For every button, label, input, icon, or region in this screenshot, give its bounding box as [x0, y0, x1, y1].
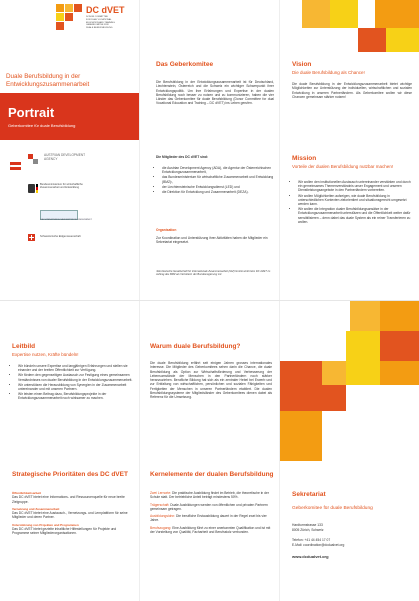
sekretariat-email[interactable]: E-Mail: coordination@dcdualvet.org	[292, 543, 345, 547]
strategie-block	[12, 491, 132, 535]
strategie-item-head: Öffentlichkeitsarbeit	[12, 491, 42, 495]
portrait-banner	[0, 93, 139, 140]
members-list-item: • die Direktion für Entwicklung und Zusammenarbeit (DEZA).	[162, 190, 274, 194]
logo-tagline-line: GEBERKOMITEE FÜR	[86, 24, 109, 27]
decor-squares	[280, 0, 419, 55]
kernelement-text: Eine Ausbildung führt zu einer anerkannten Qualifikation und ist mit der Vorstellung von Qualität, Facharbeit und Berufsstolz verbunden.	[150, 525, 271, 535]
logo-tagline	[86, 16, 136, 30]
kernelement-item	[150, 526, 272, 535]
brochure-inside	[0, 300, 419, 601]
leitbild-title: Leitbild	[12, 343, 36, 350]
kernelement-head: Ausbildungslohn:	[150, 514, 176, 519]
logo-tagline-line: DONOR COMMITTEE	[86, 16, 108, 18]
sekretariat-panel	[280, 301, 419, 601]
warum-panel	[140, 301, 279, 601]
warum-text: Die duale Berufsbildung erfährt seit einigen Jahren grosses internationales Interesse. Die Mitglieder des Geberkomitees sehen darin die Chance, die duale Berufsbildung als Option zur Wirtschaftsförderung und Verbesserung der Lebensumstände der Menschen in den Partnerländern noch stärker heranzuziehen. Berufliche Bildung hat sich als ein zentraler Hebel bei Erwerb und zur Entfaltung von wirtschaftlichen, persönlichen und sozialen Fähigkeiten und Fertigkeiten der Menschen in unseren Partnerländern etabliert. Die dualen Berufsbildungssysteme der Mitgliedsländer des Geberkomitees dienen dabei als Referenz für die Umsetzung.	[150, 361, 272, 400]
members-list-item: • das Bundesministerium für wirtschaftliche Zusammenarbeit und Entwicklung (BMZ)¹,	[162, 175, 274, 183]
kernelement-text: Die berufliche Erstausbildung dauert in der Regel zwei bis vier Jahre.	[150, 514, 267, 523]
kernelement-item	[150, 503, 272, 512]
strategie-item-text: Das DC dVET bietet eine Informations- und Ressourcenquelle für neue breite Zielgruppe.	[12, 495, 125, 504]
germany-flag-icon	[36, 184, 38, 193]
banner-title: Portrait	[8, 105, 55, 120]
banner-subtitle: Geberkomitee für duale Berufsbildung	[8, 123, 76, 128]
sekretariat-title: Sekretariat	[292, 491, 326, 498]
kernelement-item	[150, 514, 272, 523]
partner-austria-label: AUSTRIAN DEVELOPMENT AGENCY	[44, 153, 86, 161]
partner-logos	[0, 150, 139, 260]
mission-list	[292, 180, 412, 225]
sekretariat-website-link[interactable]: www.dcdualvet.org	[292, 554, 329, 559]
partner-bmz-label: Bundesministerium für wirtschaftliche Zusammenarbeit und Entwicklung	[40, 183, 83, 190]
sekretariat-org: Geberkomitee für duale Berufsbildung	[292, 506, 373, 511]
strategie-title: Strategische Prioritäten des DC dVET	[12, 471, 128, 478]
cover-panel	[0, 0, 139, 300]
vision-title: Vision	[292, 61, 312, 68]
members-list-item: • die Austrian Development Agency (ADA), die Agentur der Österreichischen Entwicklungszusammenarbeit,	[162, 166, 274, 174]
kernelement-text: Duale Ausbildungen werden von öffentlichen und privaten Partnern gemeinsam getragen.	[150, 502, 268, 511]
kernelement-head: Zwei Lernorte:	[150, 491, 172, 495]
logo-mark	[56, 4, 82, 30]
leitbild-list-item: • Wir bündeln unsere Expertise und langjährigen Erfahrungen und stellen sie einander und der breiten Öffentlichkeit zur Verfügung.	[18, 364, 136, 372]
sekretariat-address1: Hardturmstrasse 133	[292, 523, 323, 527]
footnote: ¹Die Deutsche Gesellschaft für Internationale Zusammenarbeit (GIZ) GmbH wirkt beim DC dVET im Auftrag des BMZ als Vertreterin der Bundesregierung mit.	[156, 270, 271, 277]
leitbild-list-item: • Wir leisten einen Beitrag dazu, Berufsbildungsprojekte in der Entwicklungszusammenarbeit noch wirksamer zu machen.	[18, 392, 136, 400]
vision-mission-panel	[280, 0, 419, 300]
cover-top-title: Duale Berufsbildung in der Entwicklungszusammenarbeit	[6, 73, 90, 88]
leitbild-list-item: • Wir unterstützen die Herausbildung von Synergien in der Zusammenarbeit untereinander und mit unseren Partnern.	[18, 383, 136, 391]
geberkomitee-title: Das Geberkomitee	[156, 61, 214, 68]
strategie-item-text: Das DC dVET bietet eine Austausch-, Vernetzungs- und Lernplattform für seine Mitglieder und deren Partner.	[12, 511, 128, 520]
strategie-item-head: Unterstützung von Projekten und Programmen	[12, 522, 79, 527]
mission-list-item: • Wir wollen den institutionellen Austausch untereinander verstärken und durch ein gemeinsames Themenverständnis unser Engagement und unseren Dienstleistungsangebote in den Partnerländern vorbereiten.	[298, 180, 412, 193]
vision-subtitle: Die duale Berufsbildung als Chance!	[292, 70, 365, 75]
german-eagle-icon	[28, 184, 35, 193]
logo-tagline-line: FOR DUAL VOCATIONAL	[86, 18, 112, 21]
partner-swiss-label: Schweizerische Eidgenossenschaft	[40, 235, 81, 238]
mission-subtitle: Vorteile der dualen Berufsbildung nutzbar machen!	[292, 164, 394, 169]
strategie-item-text: Das DC dVET bietet gezielte inhaltliche Hilfestellungen für Projekte und Programme seiner Mitgliederorganisationen.	[12, 526, 117, 536]
partner-liechtenstein-label: LIECHTENSTEINISCHER ENTWICKLUNGSDIENST	[40, 219, 92, 221]
leitbild-panel	[0, 301, 139, 601]
leitbild-list-item: • Wir fördern den gegenseitigen Austausch zur Festigung eines gemeinsamen Verständnisses von dualer Berufsbildung in der Entwicklungszusammenarbeit.	[18, 373, 136, 381]
members-intro: Die Mitglieder des DC dVET sind:	[156, 155, 209, 159]
org-title: Organisation	[156, 228, 177, 232]
leitbild-list	[12, 364, 136, 402]
leitbild-subtitle: Expertise nutzen, Kräfte bündeln!	[12, 352, 79, 357]
members-list	[156, 166, 274, 195]
sekretariat-address2: 8005 Zürich, Schweiz	[292, 528, 324, 532]
sekretariat-phone: Telefon: +41 44 454 17 07	[292, 538, 331, 542]
strategie-item-head: Vernetzung und Zusammenarbeit	[12, 506, 60, 511]
mission-title: Mission	[292, 155, 317, 162]
logo-tagline-line: DUALE BERUFSBILDUNG	[86, 27, 113, 30]
brochure-outside	[0, 0, 419, 300]
warum-title: Warum duale Berufsbildung?	[150, 343, 241, 350]
logo-tagline-line: EDUCATION AND TRAINING	[86, 21, 115, 24]
geberkomitee-intro: Die Berufsbildung in der Entwicklungszusammenarbeit ist für Deutschland, Liechtenstein, Österreich und die Schweiz ein wichtiger Schwerpunkt ihrer Entwicklungspolitik. Um ihre Erfahrungen und Expertise in der dualen Berufsbildung noch besser zu nutzen und zu kommunizieren, haben die vier Länder das Geberkomitee für duale Berufsbildung (Donor Committee for dual Vocational Education and Training – DC dVET) ins Leben gerufen.	[156, 80, 274, 106]
austria-flag-icon	[10, 162, 21, 170]
kernelement-head: Berufszugang:	[150, 525, 172, 530]
logo-name: DC dVET	[86, 5, 125, 15]
decor-squares-back	[280, 301, 419, 471]
mission-list-item: • Wir wollen die Integration dualer Berufsbildungsansätze in der Entwicklungszusammenarbeit unterstützen und die Öffentlichkeit weiter dafür sensibilisieren – denn dabei das duale System als ein reiner Transferieren zu wollen.	[298, 207, 412, 224]
ada-mark-icon	[28, 154, 38, 164]
kernelement-head: Trägerschaft:	[150, 502, 170, 507]
mission-list-item: • Wir wollen Möglichkeiten aufzeigen, wie duale Berufsbildung in unterschiedlichen Kontexten zielorientiert und situationsgerecht umgesetzt werden kann.	[298, 194, 412, 207]
org-text: Zur Koordination und Unterstützung ihrer Aktivitäten haben die Mitglieder ein Sekretariat eingesetzt.	[156, 236, 268, 245]
kernelemente-block	[150, 491, 272, 534]
kernelement-item	[150, 491, 272, 500]
members-list-item: • der Liechtensteinische Entwicklungsdienst (LED) und	[162, 185, 274, 189]
vision-text: Die duale Berufsbildung in der Entwicklungszusammenarbeit bietet wichtige Möglichkeiten zur Unterstützung der individuellen, wirtschaftlichen und sozialen Entwicklung in unseren Partnerländern. Als Geberkomitee wollen wir diese Chancen gemeinsam stärker nutzen!	[292, 82, 412, 99]
swiss-cross-icon	[28, 234, 35, 241]
kernelemente-title: Kernelemente der dualen Berufsbildung	[150, 471, 274, 478]
geberkomitee-panel	[140, 0, 279, 300]
kernelement-text: Die praktische Ausbildung findet im Betrieb, die theoretische in der Schule statt. Der betriebliche Anteil beträgt mindestens 50%.	[150, 491, 269, 500]
